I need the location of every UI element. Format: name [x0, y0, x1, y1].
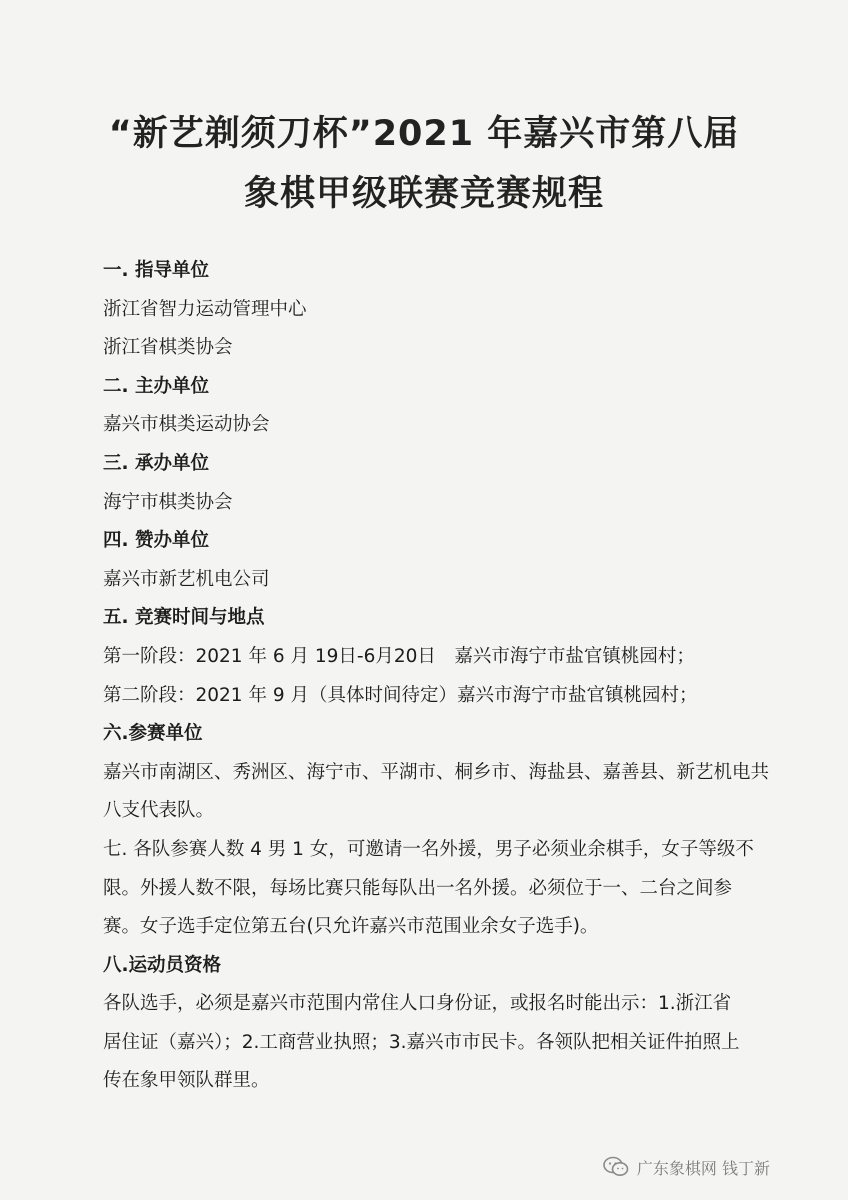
body-line: 八支代表队。 [103, 800, 215, 822]
body-line: 赛。女子选手定位第五台(只允许嘉兴市范围业余女子选手)。 [103, 916, 599, 938]
body-line: 各队选手，必须是嘉兴市范围内常住人口身份证，或报名时能出示：1.浙江省 [103, 993, 732, 1015]
watermark-text: 广东象棋网 钱丁新 [636, 1158, 770, 1178]
body-line: 五. 竞赛时间与地点 [103, 607, 265, 629]
body-line: 限。外援人数不限，每场比赛只能每队出一名外援。必须位于一、二台之间参 [103, 877, 733, 899]
body-line: 八.运动员资格 [103, 954, 222, 976]
body-line: 一. 指导单位 [103, 260, 209, 281]
body-line: 居住证（嘉兴）；2.工商营业执照；3.嘉兴市市民卡。各领队把相关证件拍照上 [103, 1031, 740, 1053]
body-line: 嘉兴市新艺机电公司 [103, 568, 270, 590]
watermark [603, 1150, 770, 1184]
body-line: 浙江省棋类协会 [103, 337, 233, 359]
body-line: 四. 赞办单位 [103, 530, 209, 552]
body-line: 第一阶段：2021 年 6 月 19日-6月20日 嘉兴市海宁市盐官镇桃园村； [103, 645, 695, 667]
wechat-icon [603, 1156, 629, 1178]
body-line: 七. 各队参赛人数 4 男 1 女，可邀请一名外援，男子必须业余棋手，女子等级不 [103, 838, 754, 860]
document-body [103, 252, 770, 1101]
body-line: 嘉兴市棋类运动协会 [103, 414, 270, 436]
body-line: 海宁市棋类协会 [103, 491, 233, 513]
document-title-line-2: 象棋甲级联赛竞赛规程 [243, 174, 604, 214]
body-line: 嘉兴市南湖区、秀洲区、海宁市、平湖市、桐乡市、海盐县、嘉善县、新艺机电共 [103, 761, 770, 783]
body-line: 传在象甲领队群里。 [103, 1070, 270, 1092]
body-line: 六.参赛单位 [103, 723, 203, 745]
body-line: 二. 主办单位 [103, 375, 209, 397]
document-title-line-1: “新艺剃须刀杯”2021 年嘉兴市第八届 [108, 114, 740, 154]
body-line: 浙江省智力运动管理中心 [103, 298, 307, 320]
body-line: 三. 承办单位 [103, 452, 209, 474]
body-line: 第二阶段：2021 年 9 月（具体时间待定）嘉兴市海宁市盐官镇桃园村； [103, 684, 698, 706]
